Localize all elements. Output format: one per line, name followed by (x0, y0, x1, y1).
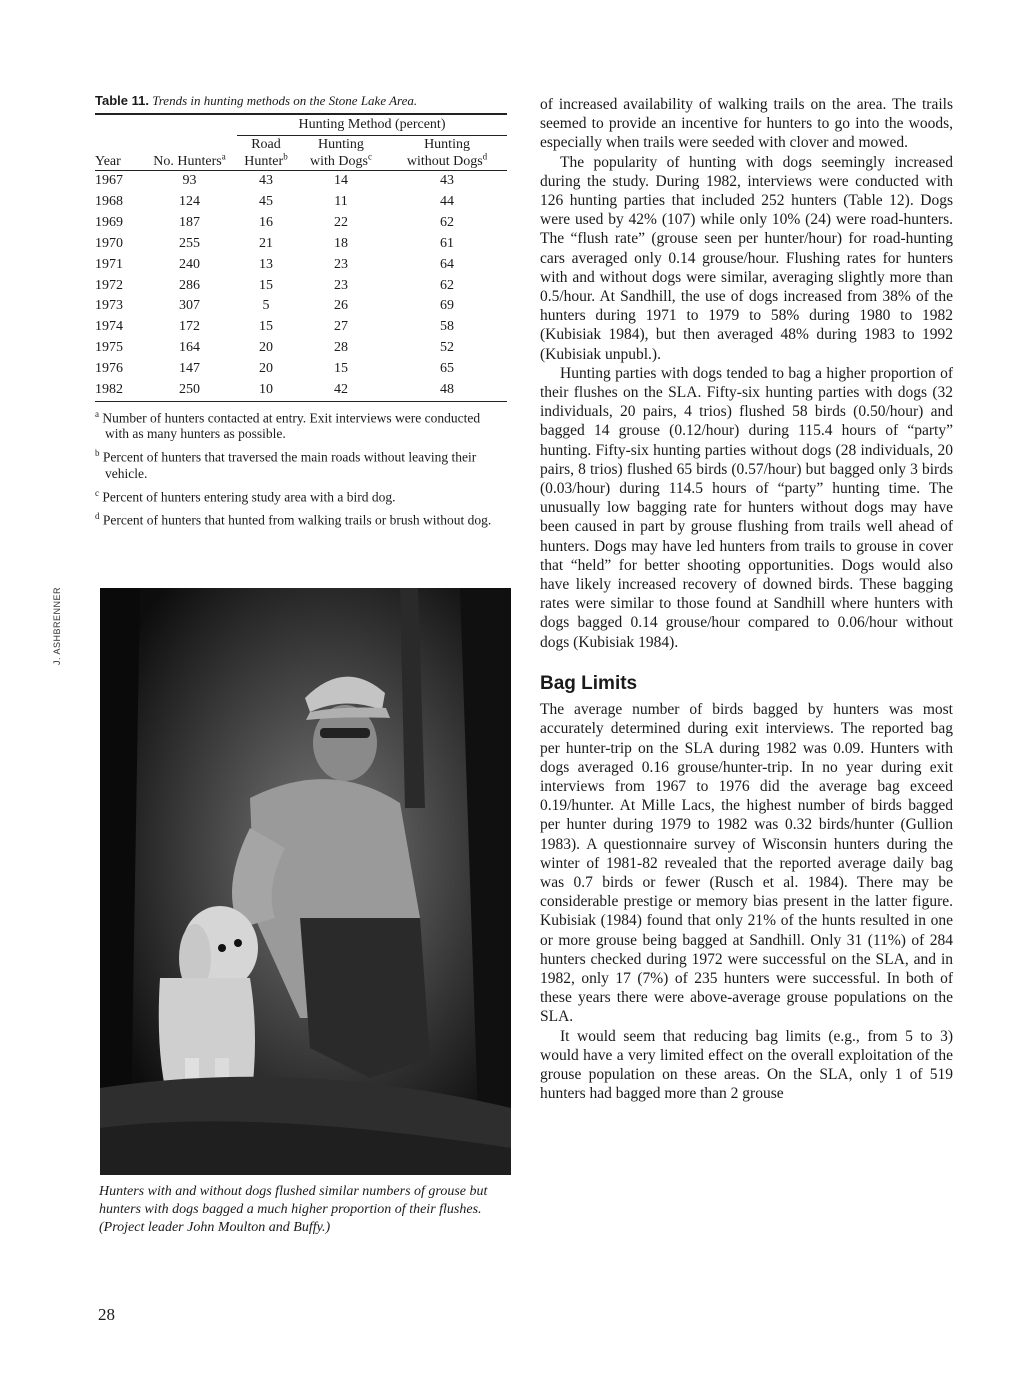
table-cell: 187 (179, 214, 200, 230)
table-cell: 1967 (95, 173, 123, 188)
table-bottom-rule (95, 401, 507, 402)
table-cell: 250 (179, 382, 200, 398)
table-cell: 1975 (95, 340, 123, 356)
table-group-header-row (95, 115, 507, 136)
table-footnote: $^d$ Percent of hunters that hunted from walking trails or brush without dog. (95, 511, 492, 528)
col-year: Year (95, 154, 121, 169)
paragraph-5: It would seem that reducing bag limits (e.g., from 5 to 3) would have a very limited effect on the overall exploitation of the grouse population on these areas. On the SLA, only 1 of 519 hunters had bagged more than 2 grouse (540, 1027, 953, 1103)
table-cell: 255 (179, 235, 200, 251)
table-cell: 43 (259, 173, 273, 188)
col-dogs-line1: Hunting (318, 137, 364, 152)
table-cell: 1968 (95, 193, 123, 209)
table-cell: 62 (440, 214, 454, 230)
table-cell: 23 (334, 256, 348, 272)
table-cell: 147 (179, 361, 200, 377)
table-cell: 42 (334, 382, 348, 398)
table-cell: 58 (440, 319, 454, 335)
table-cell: 27 (334, 319, 348, 335)
table-cell: 22 (334, 214, 348, 230)
col-road-line2: Hunter$^b$ (244, 151, 288, 169)
table-title: Trends in hunting methods on the Stone Lake Area. (152, 93, 418, 108)
table-cell: 1974 (95, 319, 123, 335)
photo-illustration (100, 588, 511, 1175)
page-number: 28 (98, 1305, 115, 1324)
table-cell: 172 (179, 319, 200, 335)
table-row (95, 317, 507, 338)
col-nodogs-line1: Hunting (424, 137, 470, 152)
table-cell: 10 (259, 382, 273, 398)
table-cell: 48 (440, 382, 454, 398)
table-cell: 1969 (95, 214, 123, 230)
table-cell: 23 (334, 277, 348, 293)
right-column-text (540, 95, 953, 1103)
table-cell: 20 (259, 340, 273, 356)
table-cell: 93 (182, 173, 197, 188)
table-footnotes (95, 406, 507, 529)
table-row (95, 192, 507, 213)
table-row (95, 171, 507, 192)
table-cell: 43 (440, 173, 454, 188)
table-cell: 11 (334, 193, 348, 209)
table-cell: 61 (440, 235, 454, 251)
table-row (95, 296, 507, 317)
table-cell: 20 (259, 361, 273, 377)
table-header-row-2 (95, 153, 507, 170)
table-cell: 15 (334, 361, 348, 377)
table-cell: 18 (334, 235, 348, 251)
table-cell: 124 (179, 193, 200, 209)
table-cell: 14 (334, 173, 348, 188)
table-cell: 1976 (95, 361, 123, 377)
section-heading-bag-limits: Bag Limits (540, 672, 638, 694)
hunter-with-dog-photo (100, 588, 511, 1175)
table-cell: 15 (259, 319, 273, 335)
paragraph-1: of increased availability of walking trails on the area. The trails seemed to provide an incentive for hunters to go into the woods, especially when trails were seeded with clover and mowed. (540, 96, 953, 152)
table-cell: 15 (259, 277, 273, 293)
table-cell: 1982 (95, 382, 123, 398)
table-cell: 64 (440, 256, 454, 272)
table-header-row-1 (95, 136, 507, 154)
paragraph-4: The average number of birds bagged by hunters was most accurately determined during exit interviews. The reported bag per hunter-trip on the SLA during 1982 was 0.09. Hunters with dogs averaged 0.16 grouse/hunter-trip. In no year during exit interviews from 1967 to 1976 did the average bag exceed 0.19/hunter. At Mille Lacs, the highest number of birds bagged per hunter during 1979 to 1982 was 0.32 birds/hunter (Gullion 1983). A questionnaire survey of Wisconsin hunters during the winter of 1981-82 revealed that the reported average daily bag was 0.7 birds or fewer (Rusch et al. 1984). There may be considerable prestige or memory bias present in the latter figure. Kubisiak (1984) found that only 21% of the hunts resulted in one or more grouse being bagged at Sandhill. Only 31 (11%) of 284 hunters checked during 1972 were successful on the SLA, and in 1982, only 17 (7%) of 235 hunters were successful. In both of these years there were above-average grouse populations on the SLA. (540, 701, 953, 1026)
table-row (95, 276, 507, 297)
col-dogs-line2: with Dogs$^c$ (310, 151, 372, 169)
paragraph-2: The popularity of hunting with dogs seemingly increased during the study. During 1982, interviews were conducted with 126 hunting parties that included 252 hunters (Table 12). Dogs were used by 42% (107) while only 10% (24) were road-hunters. The “flush rate” (grouse seen per hunter/hour) for road-hunting cars averaged only 0.14 grouse/hour. Flushing rates for hunters with and without dogs were similar, averaging slightly more than 0.5/hour. At Sandhill, the use of dogs increased from 38% of the hunters during 1971 to 1979 to 58% during 1980 to 1982 (Kubisiak 1984), but then averaged 48% during 1983 to 1992 (Kubisiak unpubl.). (540, 153, 953, 363)
hunting-methods-table (95, 115, 507, 401)
table-label: Table 11. (95, 93, 149, 108)
table-cell: 307 (179, 298, 200, 314)
group-header: Hunting Method (percent) (237, 115, 507, 136)
table-cell: 16 (259, 214, 273, 230)
table-cell: 1972 (95, 277, 123, 293)
table-cell: 21 (259, 235, 273, 251)
table-footnote: $^c$ Percent of hunters entering study area with a bird dog. (95, 487, 396, 505)
table-cell: 1973 (95, 298, 123, 314)
table-row (95, 380, 507, 401)
table-cell: 52 (440, 340, 454, 356)
table-row (95, 234, 507, 255)
table-cell: 1970 (95, 235, 123, 251)
table-cell: 26 (334, 298, 348, 314)
table-cell: 65 (440, 361, 454, 377)
col-hunters: No. Hunters$^a$ (153, 151, 226, 169)
table-row (95, 359, 507, 380)
table-cell: 5 (262, 298, 270, 314)
paragraph-3: Hunting parties with dogs tended to bag a higher proportion of their flushes on the SLA. Fifty-six hunting parties with dogs (32 individuals, 20 pairs, 4 trios) flushed 58 birds (0.50/hour) and bagged 14 grouse (0.12/hour) during 115.4 hours of “party” hunting. Fifty-six hunting parties without dogs (28 individuals, 20 pairs, 8 trios) flushed 65 birds (0.57/hour) but bagged only 3 birds (0.03/hour) during 114.5 hours of “party” hunting time. The unusually low bagging rate for hunters without dogs may have been caused in part by grouse flushing from trails well ahead of hunters. Dogs may have led hunters from trails to grouse in cover that “held” for better shooting opportunities. Dogs would also have likely increased recovery of downed birds. These bagging rates were similar to those found at Sandhill where hunters with dogs bagged 0.14 grouse/hour compared to 0.06/hour without dogs (Kubisiak 1984). (540, 364, 953, 651)
col-nodogs-line2: without Dogs$^d$ (406, 151, 488, 169)
table-row (95, 213, 507, 234)
table-cell: 1971 (95, 256, 123, 272)
table-cell: 286 (179, 277, 200, 293)
table-11 (95, 93, 507, 532)
table-footnote: $^b$ Percent of hunters that traversed the main roads without leaving their vehicle. (95, 448, 477, 481)
table-cell: 45 (259, 193, 273, 209)
table-cell: 28 (334, 340, 348, 356)
table-cell: 62 (440, 277, 454, 293)
table-caption (95, 93, 507, 109)
table-row (95, 338, 507, 359)
photo-credit: J. ASHBRENNER (52, 586, 62, 665)
table-cell: 13 (259, 256, 273, 272)
table-cell: 69 (440, 298, 454, 314)
photo-caption: Hunters with and without dogs flushed similar numbers of grouse but hunters with dogs bagged a much higher proportion of their flushes. (Project leader John Moulton and Buffy.) (99, 1184, 488, 1235)
table-footnote: $^a$ Number of hunters contacted at entry. Exit interviews were conducted with as many hunters as possible. (95, 408, 481, 442)
table-cell: 44 (440, 193, 454, 209)
table-cell: 240 (179, 256, 200, 272)
table-row (95, 255, 507, 276)
table-cell: 164 (179, 340, 200, 356)
col-road-line1: Road (251, 137, 281, 152)
table-body (95, 171, 507, 401)
